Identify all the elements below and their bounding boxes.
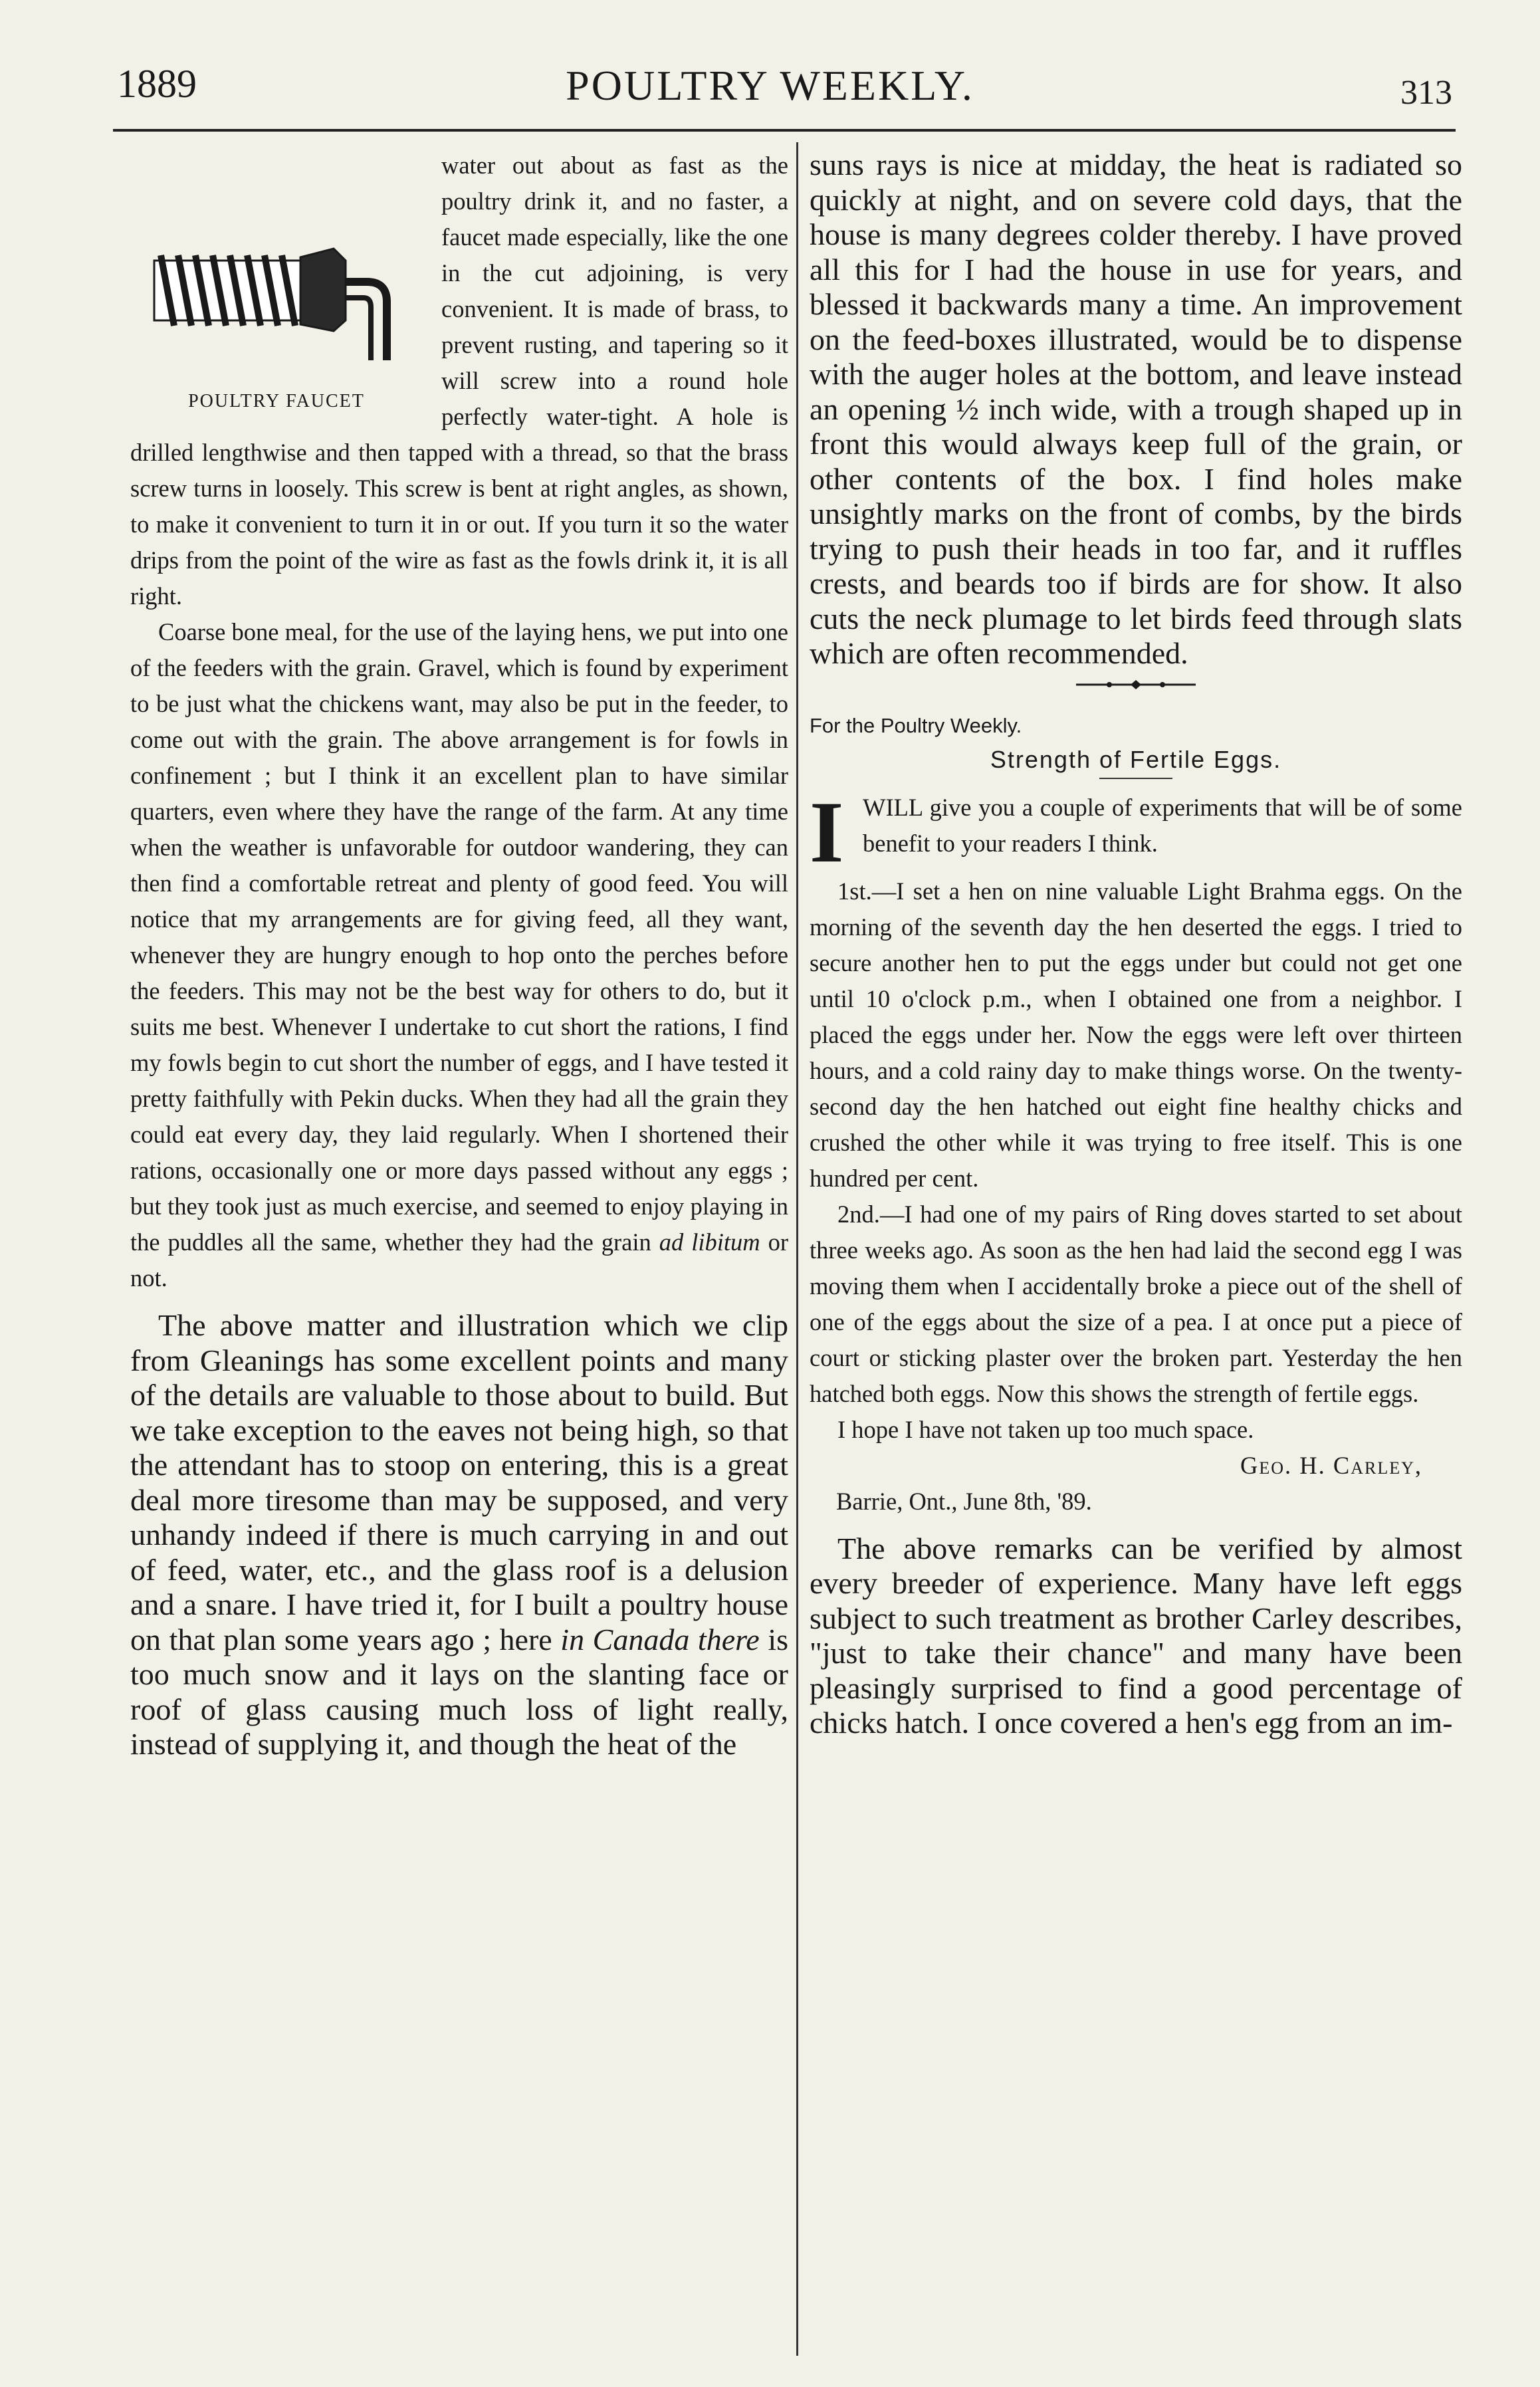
paragraph-bone-meal-text: Coarse bone meal, for the use of the laying hens, we put into one of the feeders with the grain. Gravel, which is found by experiment to be just what the chickens want, may also be put in the feeder, to come out with the grain. The above arrangement is for fowls in confinement ; but I think it an excellent plan to have similar quarters, even where they have the range of the farm. At any time when the weather is unfavorable for outdoor wandering, they can then find a comfortable retreat and plenty of good feed. You will notice that my arrangements are for giving feed, all they want, whenever they are hungry enough to hop onto the perches before the feeders. This may not be the best way for others to do, but it suits me best. Whenever I undertake to cut short the rations, I find my fowls begin to cut short the number of eggs, and I have tested it pretty faithfully with Pekin ducks. When they had all the grain they could eat every day, they laid regularly. When I shortened their rations, occasionally one or more days passed without any eggs ; but they took just as much exercise, and seemed to enjoy playing in the puddles all the same, whether they had the grain xyxy=(130,618,788,1256)
title-rule xyxy=(1099,778,1172,779)
article-title: Strength of Fertile Eggs. xyxy=(990,745,1282,773)
editorial-continued: suns rays is nice at midday, the heat is radiated so quickly at night, and on severe cold days, that the house is many degrees colder thereby. I have proved all this for I had the house in use for years, and blessed it backwards many a time. An improvement on the feed-boxes illustrated, would be to dispense with the auger holes at the bottom, and leave instead an opening ½ inch wide, with a trough shaped up in front this would always keep full of the grain, or other contents of the box. I find holes make unsightly marks on the front of combs, by the birds trying to push their heads in too far, and it ruffles crests, and beards too if birds are for show. It also cuts the neck plumage to let birds feed through slats which are often recommended. xyxy=(810,148,1462,670)
editorial-text: The above matter and illustration which we clip from Gleanings has some excellent points and many of the details are valuable to those about to build. But we take exception to the eaves not being high, so that the attendant has to stoop on entering, this is a great deal more tiresome than may be supposed, and very unhandy indeed if there is much carrying in and out of feed, water, etc., and the glass roof is a delusion and a snare. I have tried it, for I built a poultry house on that plan some years ago ; here xyxy=(130,1308,788,1656)
editorial-comment xyxy=(130,1308,788,1762)
experiment-one: 1st.—I set a hen on nine valuable Light Brahma eggs. On the morning of the seventh day the hen deserted the eggs. I tried to secure another hen to put the eggs under but could not get one until 10 o'clock p.m., when I obtained one from a neighbor. I placed the eggs under her. Now the eggs were left over thirteen hours, and a cold rainy day to make things worse. On the twenty-second day the hen hatched out eight fine healthy chicks and crushed the other while it was trying to free itself. This is one hundred per cent. xyxy=(810,877,1462,1192)
editorial-end-text: is too much snow and it lays on the slanting face or roof of glass causing much loss of light really, instead of supplying it, and though the heat of the xyxy=(130,1622,788,1761)
editorial-italic-text: in Canada there xyxy=(560,1622,760,1656)
editorial-remarks: The above remarks can be verified by almost every breeder of experience. Many have left eggs subject to such treatment as brother Carley describes, "just to take their chance" and many have been pleasingly surprised to find a good percentage of chicks hatch. I once covered a hen's egg from an im- xyxy=(810,1531,1462,1740)
closing-line: I hope I have not taken up too much space. xyxy=(837,1415,1254,1443)
header-rule xyxy=(113,129,1456,132)
paragraph-bone-meal xyxy=(130,614,788,1296)
header-year: 1889 xyxy=(117,62,197,106)
section-ornament xyxy=(810,678,1462,691)
paragraph-faucet: water out about as fast as the poultry drink it, and no faster, a faucet made especially, like the one in the cut adjoining, is very convenient. It is made of brass, to prevent rusting, and tapering so it will screw into a round hole perfectly water-tight. A hole is drilled lengthwise and then tapped with a thread, so that the brass screw turns in loosely. This screw is bent at right angles, as shown, to make it convenient to turn it in or out. If you turn it so the water drips from the point of the wire as fast as the fowls drink it, it is all right. xyxy=(130,152,788,610)
right-column xyxy=(810,148,1462,1741)
author-signature: Geo. H. Carley, xyxy=(1240,1451,1422,1479)
paragraph-bone-meal-end: or not. xyxy=(130,1228,788,1292)
poultry-faucet-icon xyxy=(134,168,427,367)
place-date: Barrie, Ont., June 8th, '89. xyxy=(836,1487,1092,1515)
ad-libitum-text: ad libitum xyxy=(659,1228,760,1256)
article-intro: WILL give you a couple of experiments that will be of some benefit to your readers I think. xyxy=(863,793,1462,857)
ornament-rule-icon xyxy=(1069,678,1202,691)
column-divider xyxy=(796,142,798,2356)
page-header xyxy=(0,61,1540,128)
experiment-two: 2nd.—I had one of my pairs of Ring doves started to set about three weeks ago. As soon as the hen had laid the second egg I was moving them when I accidentally broke a piece out of the shell of one of the eggs about the size of a pea. I at once put a piece of court or sticking plaster over the broken part. Yesterday the hen hatched both eggs. Now this shows the strength of fertile eggs. xyxy=(810,1200,1462,1407)
left-column xyxy=(130,148,788,1762)
article-byline: For the Poultry Weekly. xyxy=(810,713,1022,737)
page-number: 313 xyxy=(1400,74,1452,112)
faucet-caption: POULTRY FAUCET xyxy=(188,391,365,411)
drop-cap: I xyxy=(810,782,844,881)
faucet-illustration xyxy=(130,168,429,415)
publication-title: POULTRY WEEKLY. xyxy=(566,62,974,109)
